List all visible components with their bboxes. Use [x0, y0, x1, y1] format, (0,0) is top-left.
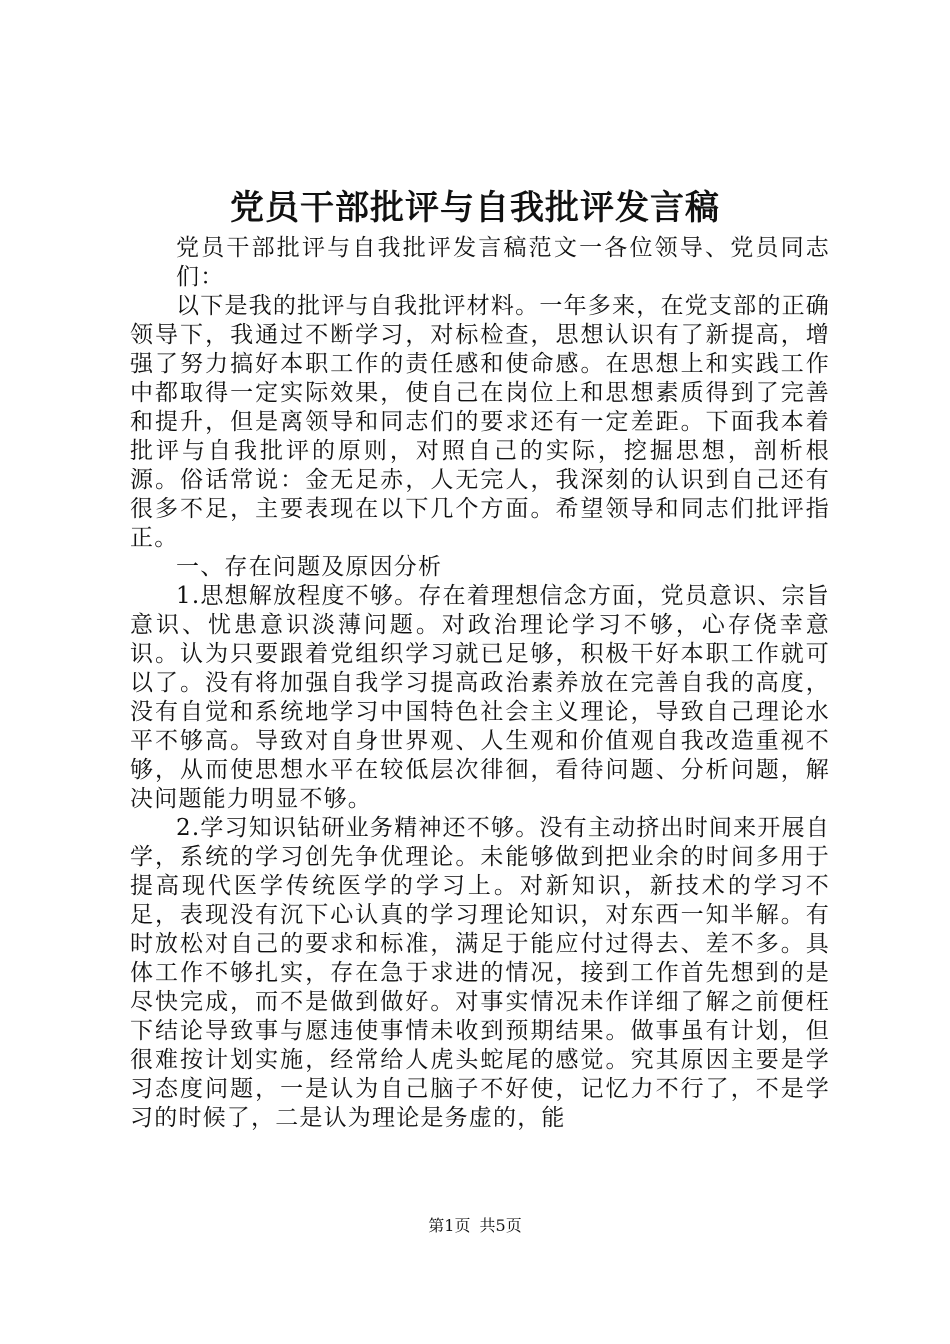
page-footer: [0, 1216, 950, 1236]
body-paragraph: 2.学习知识钻研业务精神还不够。没有主动挤出时间来开展自学，系统的学习创先争优理论。未能够做到把业余的时间多用于提高现代医学传统医学的学习上。对新知识，新技术的学习不足，表现没有沉下心认真的学习理论知识，对东西一知半解。有时放松对自己的要求和标准，满足于能应付过得去、差不多。具体工作不够扎实，存在急于求进的情况，接到工作首先想到的是尽快完成，而不是做到做好。对事实情况未作详细了解之前便枉下结论导致事与愿违使事情未收到预期结果。做事虽有计划，但很难按计划实施，经常给人虎头蛇尾的感觉。究其原因主要是学习态度问题，一是认为自己脑子不好使，记忆力不行了，不是学习的时候了，二是认为理论是务虚的，能: [130, 815, 830, 1131]
body-paragraph: 以下是我的批评与自我批评材料。一年多来，在党支部的正确领导下，我通过不断学习，对标检查，思想认识有了新提高，增强了努力搞好本职工作的责任感和使命感。在思想上和实践工作中都取得一定实际效果，使自己在岗位上和思想素质得到了完善和提升，但是离领导和同志们的要求还有一定差距。下面我本着批评与自我批评的原则，对照自己的实际，挖掘思想，剖析根源。俗话常说：金无足赤，人无完人，我深刻的认识到自己还有很多不足，主要表现在以下几个方面。希望领导和同志们批评指正。: [130, 293, 830, 551]
page-total: 共5页: [479, 1216, 522, 1235]
section-heading: 一、存在问题及原因分析: [176, 554, 443, 580]
body-paragraph: 1.思想解放程度不够。存在着理想信念方面，党员意识、宗旨意识、忧患意识淡薄问题。对政治理论学习不够，心存侥幸意识。认为只要跟着党组织学习就已足够，积极干好本职工作就可以了。没有将加强自我学习提高政治素养放在完善自我的高度，没有自觉和系统地学习中国特色社会主义理论，导致自己理论水平不够高。导致对自身世界观、人生观和价值观自我改造重视不够，从而使思想水平在较低层次徘徊，看待问题、分析问题，解决问题能力明显不够。: [130, 583, 830, 812]
intro-paragraph: 党员干部批评与自我批评发言稿范文一各位领导、党员同志们：: [176, 235, 830, 290]
document-title: 党员干部批评与自我批评发言稿: [230, 188, 720, 228]
page-number: 第1页: [428, 1216, 471, 1235]
document-body: [130, 234, 830, 1133]
